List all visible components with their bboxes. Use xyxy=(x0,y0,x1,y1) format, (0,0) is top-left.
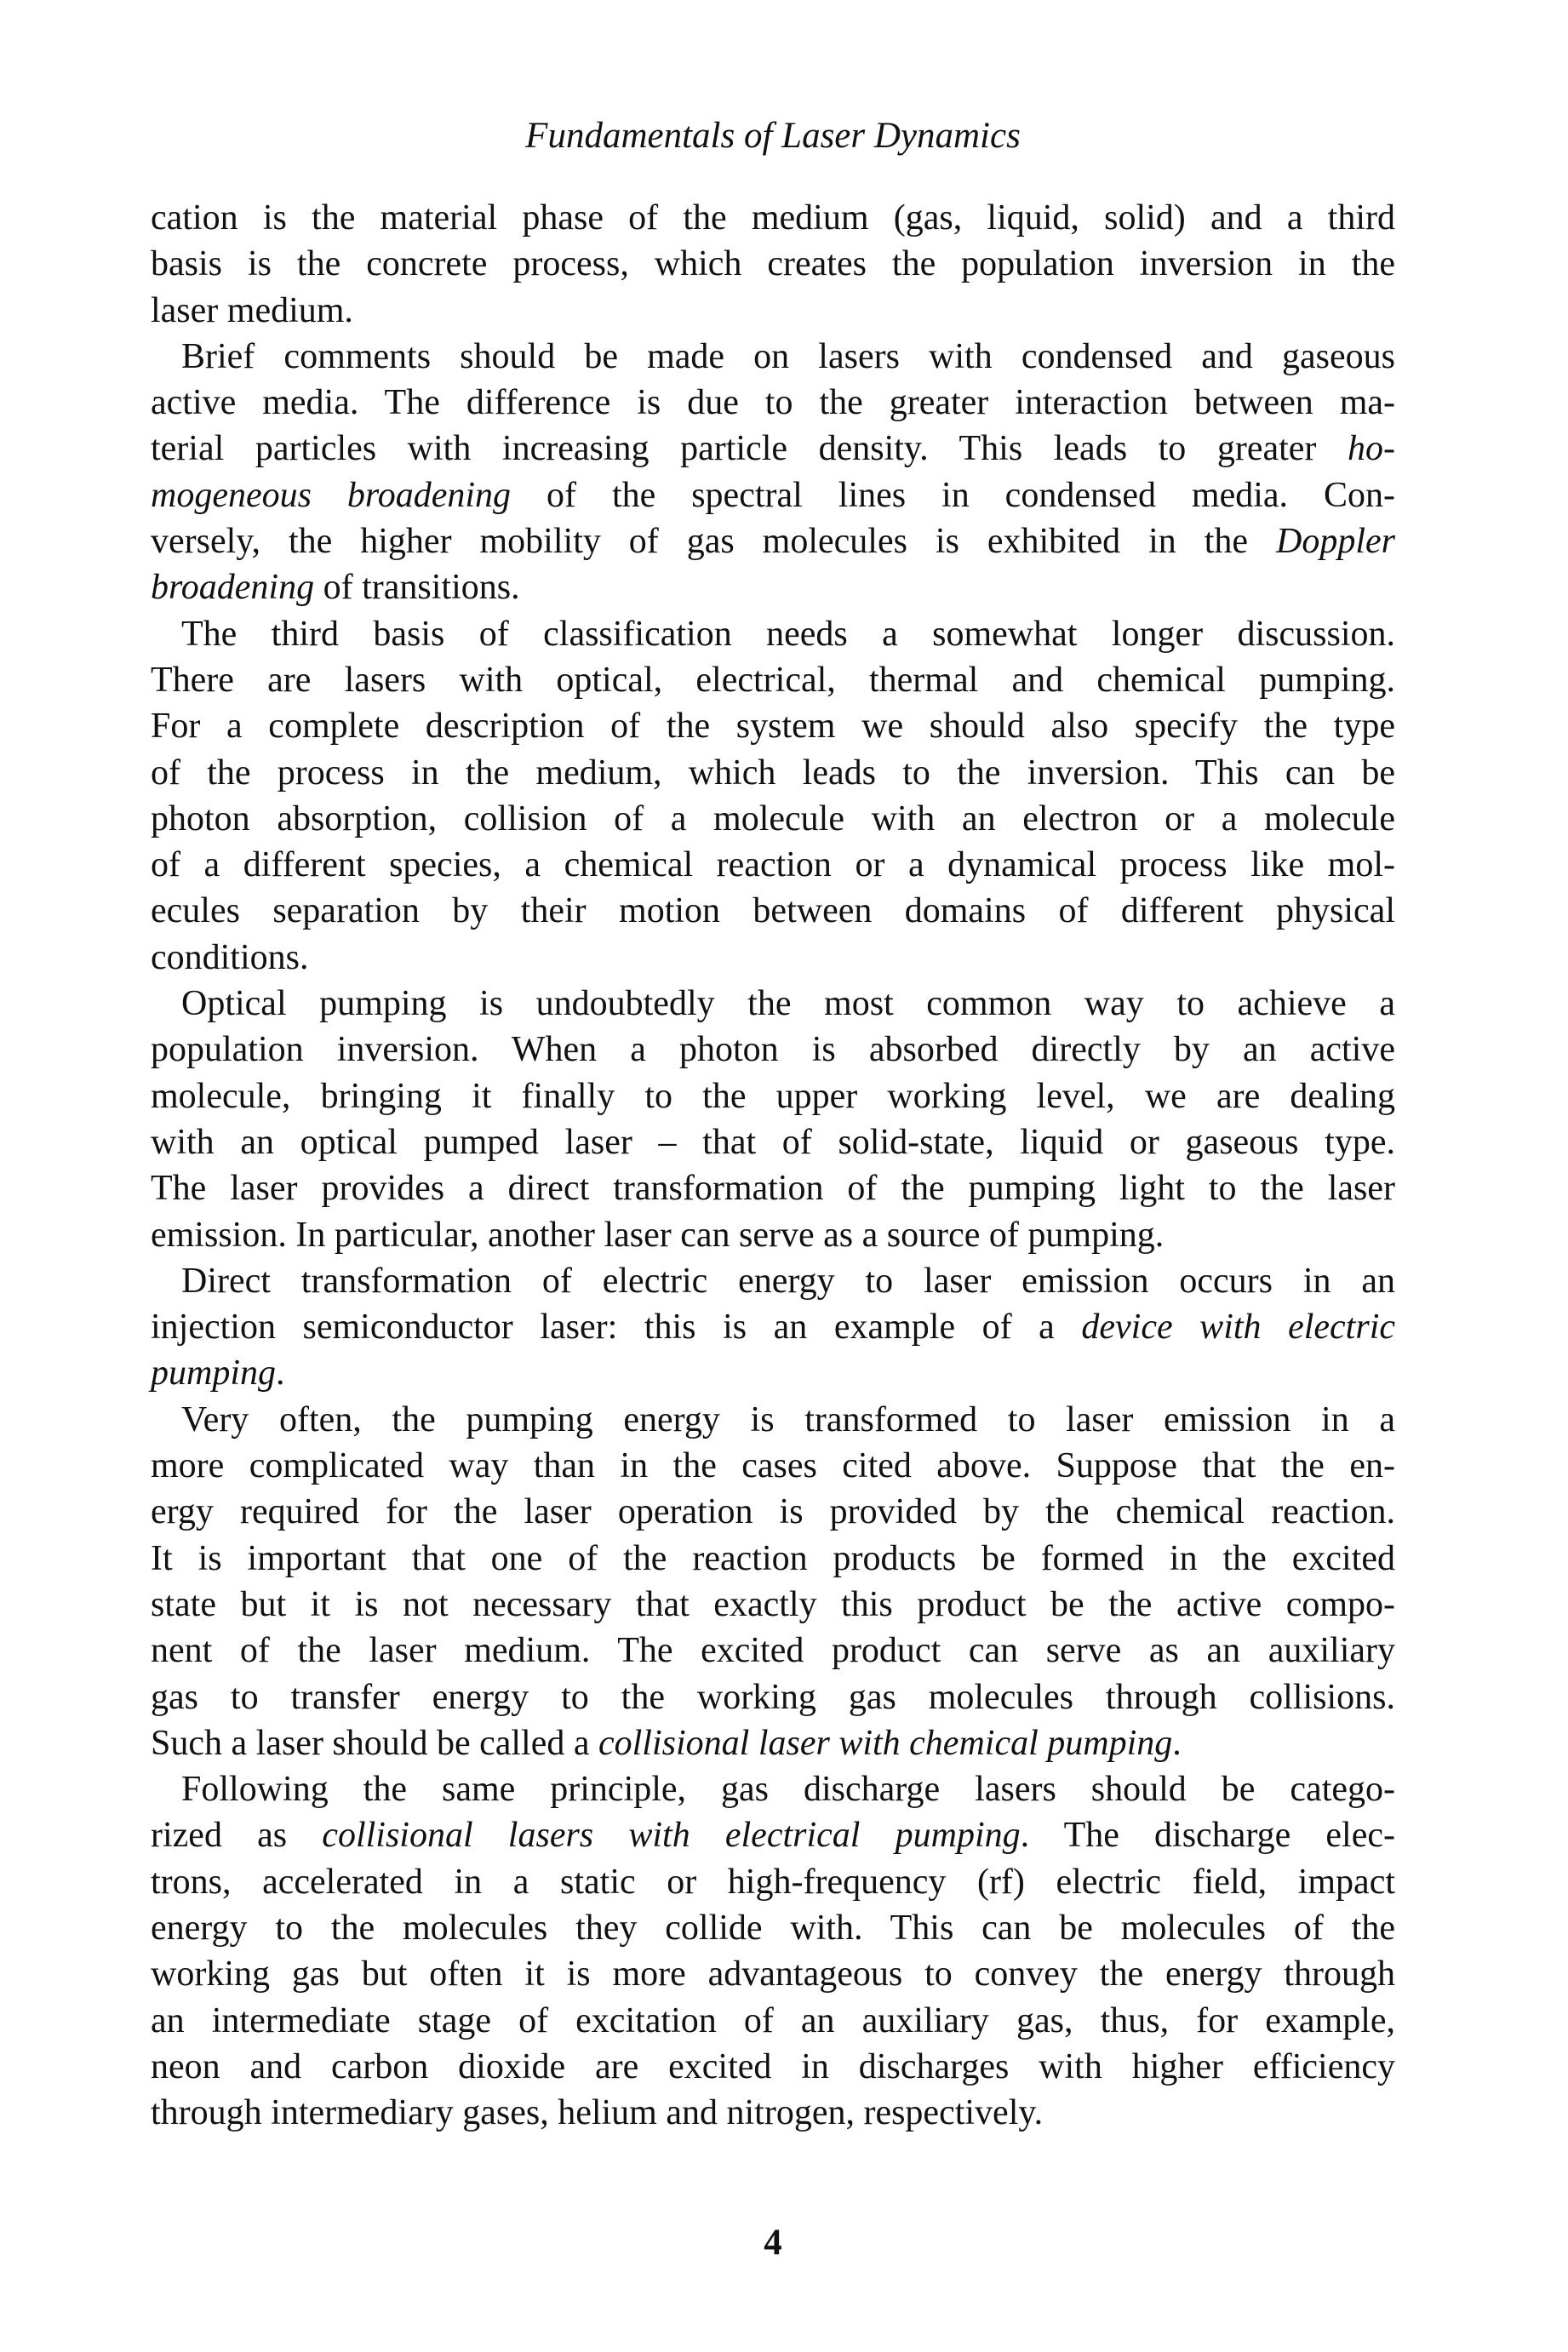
text-line: basis is the concrete process, which creates the population inversion in the xyxy=(151,244,1395,284)
text-line: Following the same principle, gas discharge lasers should be catego- xyxy=(181,1770,1395,1810)
text-line: state but it is not necessary that exactly this product be the active compo- xyxy=(151,1584,1395,1624)
text-line: energy to the molecules they collide with. This can be molecules of the xyxy=(151,1908,1395,1948)
text-line: molecule, bringing it finally to the upper working level, we are dealing xyxy=(151,1076,1395,1116)
text-line: conditions. xyxy=(151,937,309,977)
text-line: working gas but often it is more advantageous to convey the energy through xyxy=(151,1954,1395,1994)
paragraph xyxy=(151,334,1395,611)
paragraph xyxy=(151,195,1395,334)
text-line: through intermediary gases, helium and nitrogen, respectively. xyxy=(151,2093,1044,2133)
paragraph xyxy=(151,1397,1395,1766)
text-line: There are lasers with optical, electrical, thermal and chemical pumping. xyxy=(151,660,1395,700)
text-line: photon absorption, collision of a molecule with an electron or a molecule xyxy=(151,798,1395,838)
text-line: population inversion. When a photon is absorbed directly by an active xyxy=(151,1030,1395,1070)
text-line: injection semiconductor laser: this is an example of a device with electric xyxy=(151,1308,1396,1348)
paragraph xyxy=(151,1766,1395,2136)
text-line: gas to transfer energy to the working gas molecules through collisions. xyxy=(151,1677,1395,1717)
text-line: mogeneous broadening of the spectral lines in condensed media. Con- xyxy=(151,475,1396,515)
text-line: an intermediate stage of excitation of an auxiliary gas, thus, for example, xyxy=(151,2000,1395,2040)
text-line: trons, accelerated in a static or high-frequency (rf) electric field, impact xyxy=(151,1862,1395,1902)
text-line: rized as collisional lasers with electrical pumping. The discharge elec- xyxy=(151,1816,1395,1856)
text-line: neon and carbon dioxide are excited in discharges with higher efficiency xyxy=(151,2046,1395,2086)
text-line: of a different species, a chemical reaction or a dynamical process like mol- xyxy=(151,845,1395,885)
paragraph xyxy=(151,611,1395,981)
text-line: ergy required for the laser operation is provided by the chemical reaction. xyxy=(151,1492,1395,1532)
text-line: cation is the material phase of the medium (gas, liquid, solid) and a third xyxy=(151,198,1395,237)
text-line: nent of the laser medium. The excited product can serve as an auxiliary xyxy=(151,1631,1395,1671)
text-line: terial particles with increasing particle density. This leads to greater ho- xyxy=(151,429,1395,469)
text-line: pumping. xyxy=(151,1353,285,1393)
text-line: more complicated way than in the cases cited above. Suppose that the en- xyxy=(151,1446,1395,1486)
text-line: with an optical pumped laser – that of solid-state, liquid or gaseous type. xyxy=(151,1122,1395,1162)
text-line: Direct transformation of electric energy to laser emission occurs in an xyxy=(181,1261,1395,1301)
text-line: The third basis of classification needs a somewhat longer discussion. xyxy=(181,614,1395,654)
text-line: For a complete description of the system we should also specify the type xyxy=(151,707,1395,747)
text-line: Very often, the pumping energy is transformed to laser emission in a xyxy=(181,1399,1395,1439)
text-line: It is important that one of the reaction products be formed in the excited xyxy=(151,1538,1395,1578)
text-line: Optical pumping is undoubtedly the most common way to achieve a xyxy=(181,984,1395,1024)
text-line: Such a laser should be called a collisional laser with chemical pumping. xyxy=(151,1723,1182,1763)
text-line: versely, the higher mobility of gas molecules is exhibited in the Doppler xyxy=(151,522,1395,562)
text-line: active media. The difference is due to the greater interaction between ma- xyxy=(151,383,1395,423)
text-line: laser medium. xyxy=(151,290,353,330)
text-line: of the process in the medium, which leads to the inversion. This can be xyxy=(151,753,1395,793)
page-number: 4 xyxy=(764,2223,782,2263)
text-line: broadening of transitions. xyxy=(151,568,520,608)
paragraph xyxy=(151,981,1395,1258)
body-text xyxy=(151,195,1395,2136)
text-line: emission. In particular, another laser can serve as a source of pumping. xyxy=(151,1215,1165,1255)
text-line: Brief comments should be made on lasers with condensed and gaseous xyxy=(181,336,1395,376)
text-line: The laser provides a direct transformation of the pumping light to the laser xyxy=(151,1169,1395,1209)
running-head: Fundamentals of Laser Dynamics xyxy=(525,116,1021,156)
text-line: ecules separation by their motion between domains of different physical xyxy=(151,891,1395,931)
paragraph xyxy=(151,1258,1395,1397)
